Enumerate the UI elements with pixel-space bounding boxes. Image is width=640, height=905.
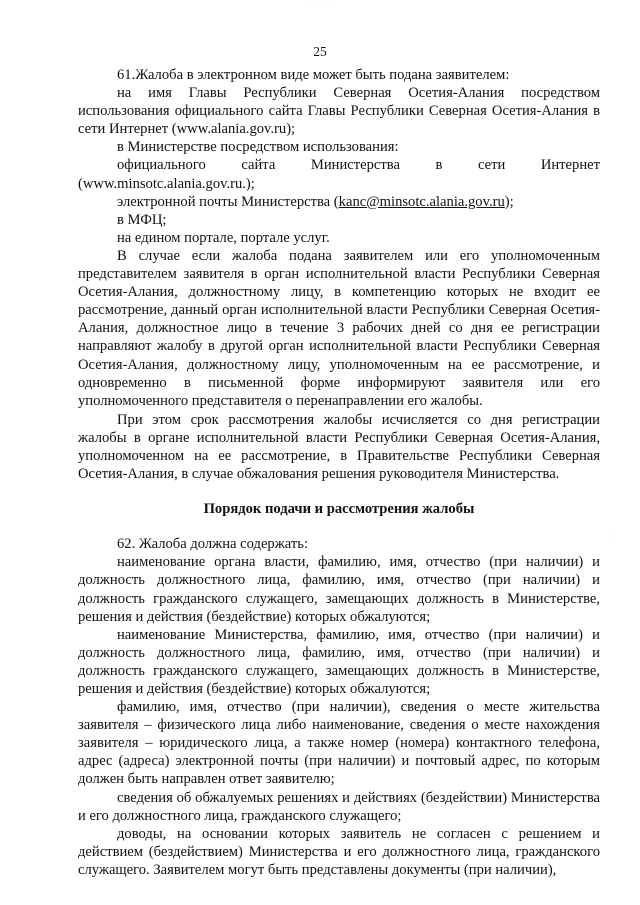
s61-item-email-suffix: ); xyxy=(504,193,514,210)
email-link[interactable]: kanc@minsotc.alania.gov.ru xyxy=(338,193,505,210)
s62-item-1: наименование органа власти, фамилию, имя, отчество (при наличии) и должность должностного лица, фамилию, имя, отчество (при наличии) и должность гражданского служащего, замещающих должность в Министерстве, решения и действия (бездействие) которых обжалуются; xyxy=(78,554,600,625)
document-body xyxy=(78,66,600,879)
s61-item-email xyxy=(78,193,600,211)
s62-item-3: фамилию, имя, отчество (при наличии), сведения о месте жительства заявителя – физического лица либо наименование, сведения о месте нахождения заявителя – юридического лица, а также номер (номера) контактного телефона, адрес (адреса) электронной почты (при наличии) и почтовый адрес, по которым должен быть направлен ответ заявителю; xyxy=(78,699,600,788)
top-scan-marks: · · · · xyxy=(306,0,340,6)
s61-para-term: При этом срок рассмотрения жалобы исчисляется со дня регистрации жалобы в органе исполнительной власти Республики Северная Осетия-Алания, уполномоченном на ее рассмотрение, в Правительстве Республики Северная Осетия-Алания, в случае обжалования решения руководителя Министерства. xyxy=(78,411,600,483)
s62-item-5: доводы, на основании которых заявитель не согласен с решением и действием (бездействием) Министерства и его должностного лица, гражданского служащего. Заявителем могут быть представлены документы (при наличии), xyxy=(78,825,600,878)
margin-scan-mark: · xyxy=(612,532,615,541)
s61-intro: 61.Жалоба в электронном виде может быть подана заявителем: xyxy=(117,67,510,83)
s61-item-portal: на едином портале, портале услуг. xyxy=(117,229,330,246)
s61-item-mfc: в МФЦ; xyxy=(117,211,167,228)
page-number: 25 xyxy=(313,44,327,59)
s62-item-2: наименование Министерства, фамилию, имя, отчество (при наличии) и должность должностного лица, фамилию, имя, отчество (при наличии) и должность гражданского служащего, замещающих должность в Министерстве, решения и действия (бездействие) которых обжалуются; xyxy=(78,626,600,697)
s61-item-site: официального сайта Министерства в сети Интернет (www.minsotc.alania.gov.ru.); xyxy=(78,157,600,192)
s62-item-4: сведения об обжалуемых решениях и действиях (бездействии) Министерства и его должностного лица, гражданского служащего; xyxy=(78,789,600,824)
s61-item-governor: на имя Главы Республики Северная Осетия-Алания посредством использования официального сайта Главы Республики Северная Осетия-Алания в сети Интернет (www.alania.gov.ru); xyxy=(78,85,600,138)
s61-item-email-prefix: электронной почты Министерства ( xyxy=(117,193,339,210)
s62-intro: 62. Жалоба должна содержать: xyxy=(117,536,308,553)
s61-item-ministry: в Министерстве посредством использования: xyxy=(117,139,399,156)
section-heading: Порядок подачи и рассмотрения жалобы xyxy=(203,501,475,518)
s61-para-redirect: В случае если жалоба подана заявителем или его уполномоченным представителем заявителя в орган исполнительной власти Республики Северная Осетия-Алания, должностному лицу, в компетенцию которых не входит ее рассмотрение, данный орган исполнительной власти Республики Северная Осетия-Алания, должностное лицо в течение 3 рабочих дней со дня ее регистрации направляют жалобу в другой орган исполнительной власти Республики Северная Осетия-Алания, должностному лицу, уполномоченным на ее рассмотрение, и одновременно в письменной форме информируют заявителя или его уполномоченного представителя о перенаправлении его жалобы. xyxy=(78,247,600,409)
